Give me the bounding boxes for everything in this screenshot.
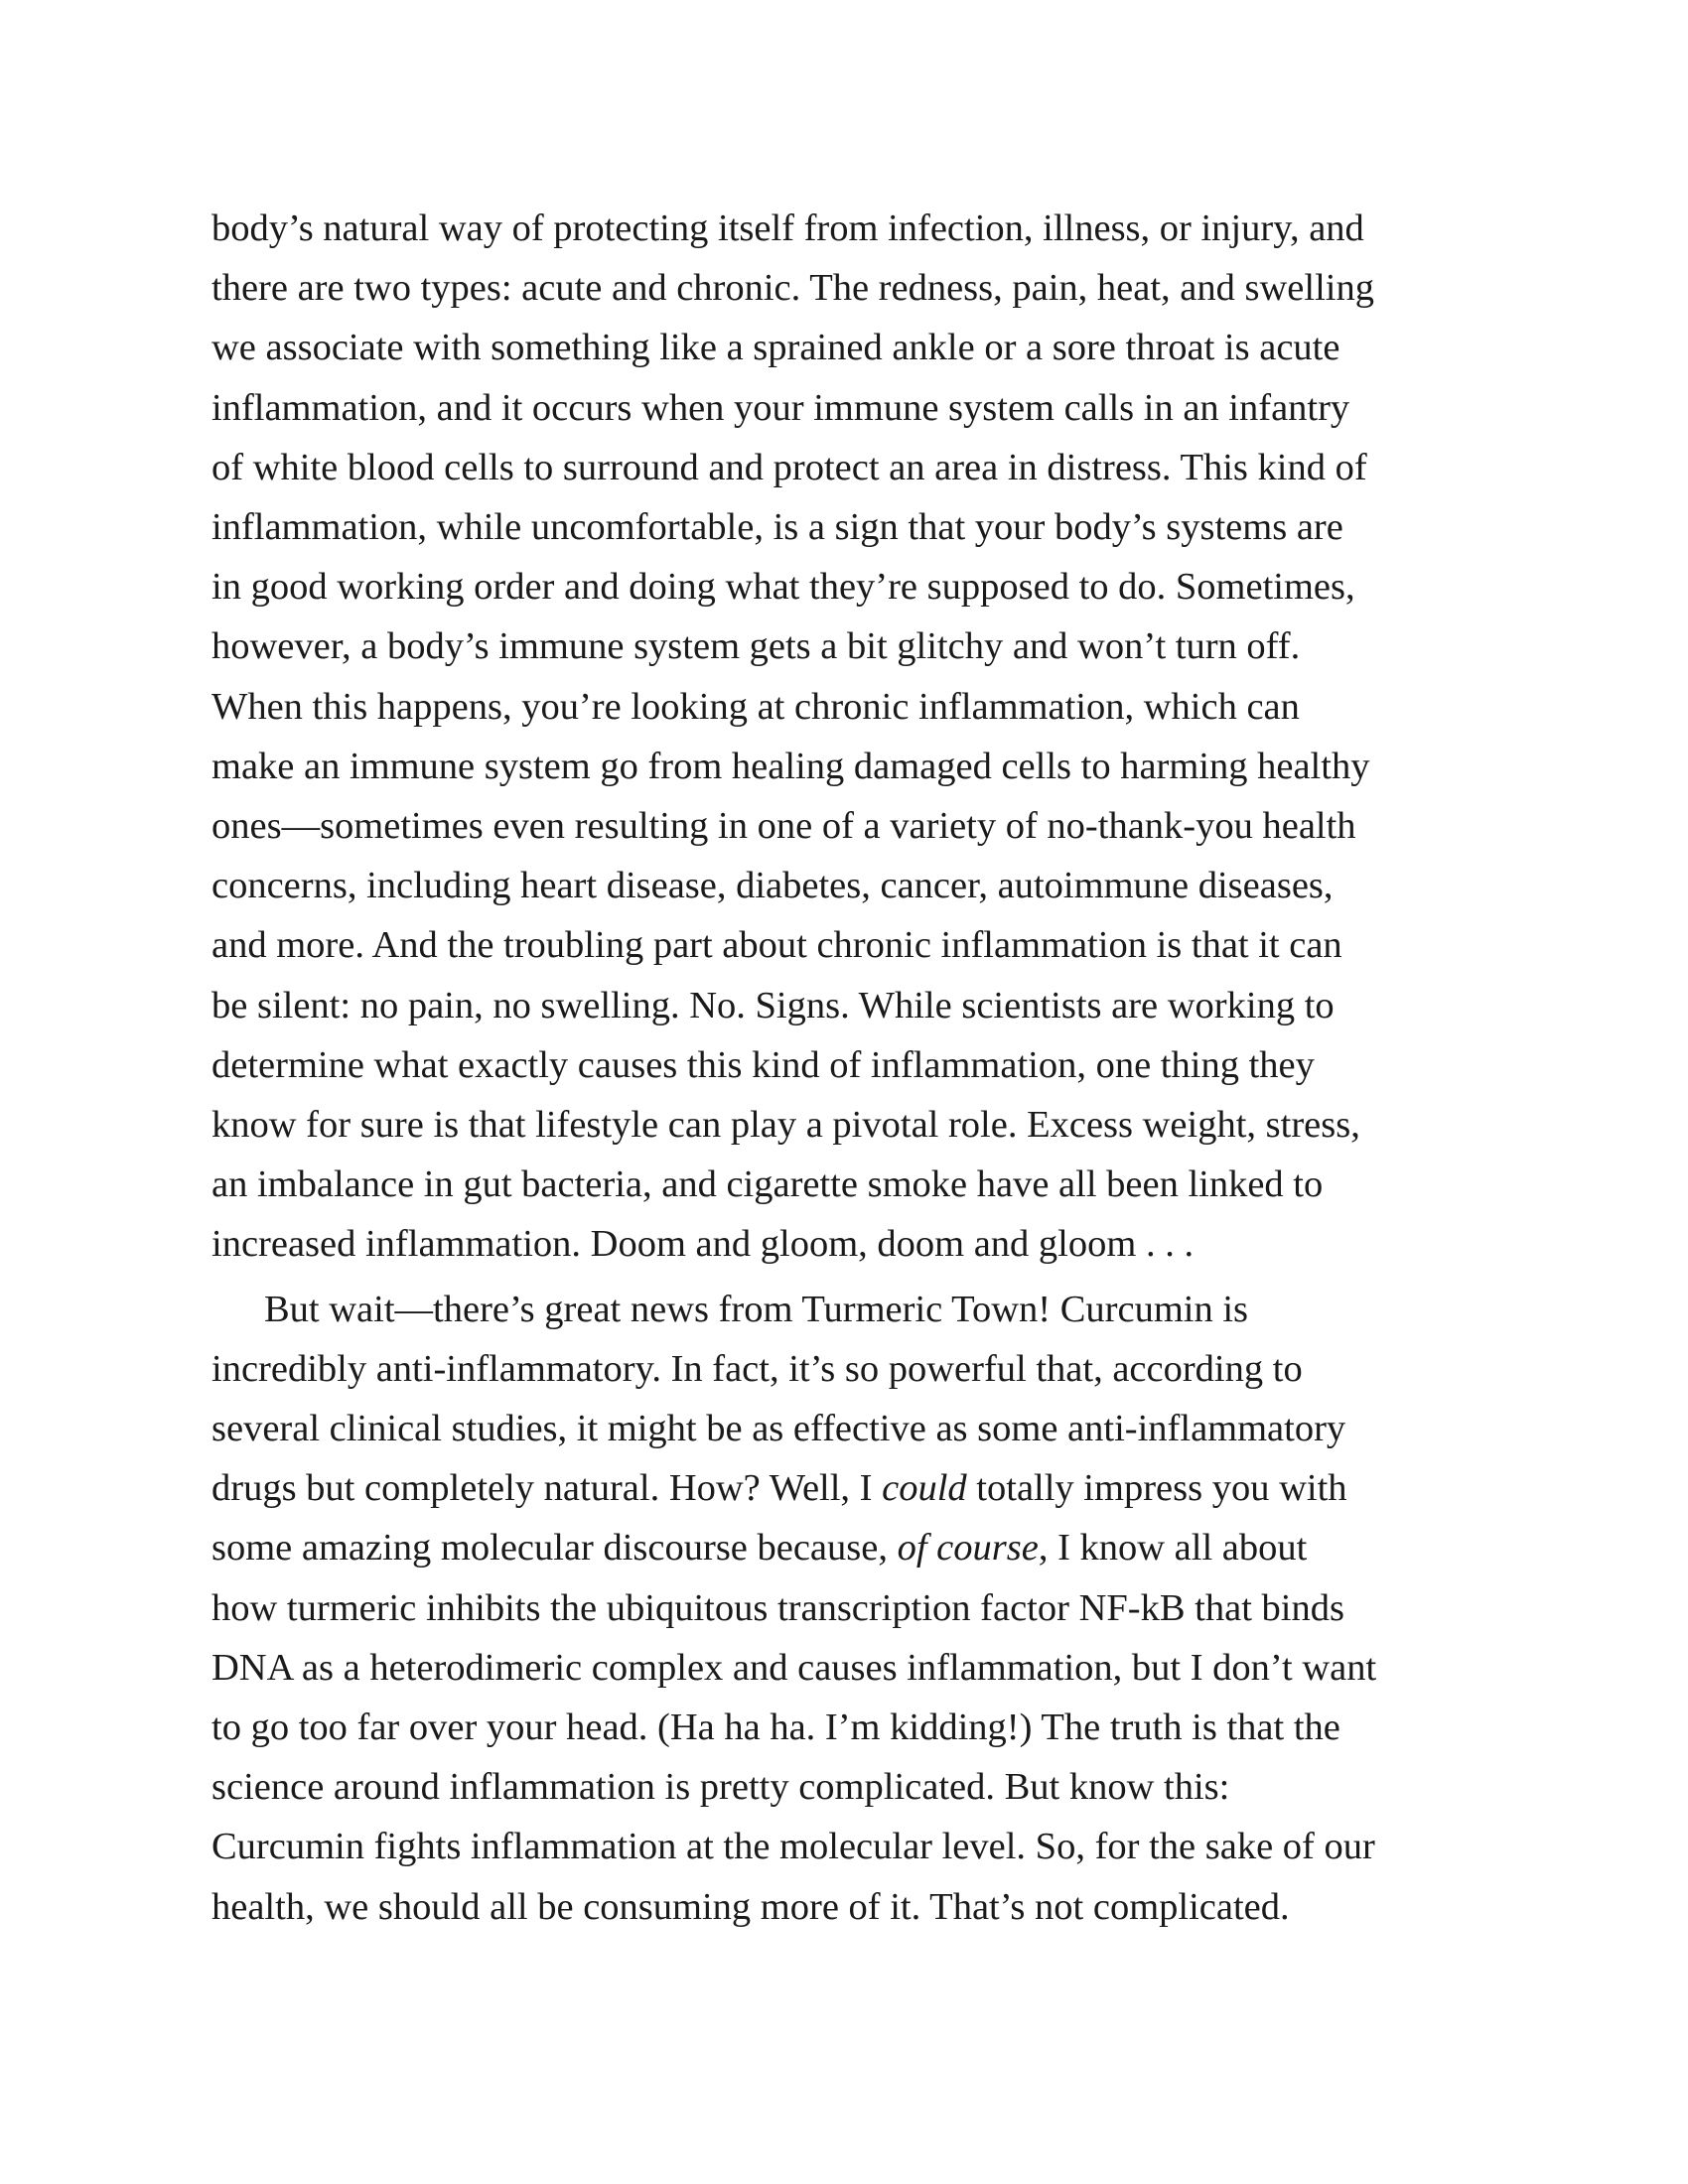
paragraph-inflammation-types: [211, 199, 1482, 1275]
text-line: make an immune system go from healing damaged cells to harming healthy: [211, 745, 1370, 787]
text-line: inflammation, while uncomfortable, is a sign that your body’s systems are: [211, 506, 1343, 549]
text-line: determine what exactly causes this kind of inflammation, one thing they: [211, 1043, 1315, 1086]
text-line: to go too far over your head. (Ha ha ha. I’m kidding!) The truth is that the: [211, 1706, 1340, 1749]
text-fragment: drugs but completely natural. How? Well, I: [211, 1467, 883, 1510]
text-line: of white blood cells to surround and protect an area in distress. This kind of: [211, 446, 1367, 488]
text-line: know for sure is that lifestyle can play a pivotal role. Excess weight, stress,: [211, 1104, 1360, 1147]
text-line: be silent: no pain, no swelling. No. Signs. While scientists are working to: [211, 984, 1335, 1026]
text-fragment: some amazing molecular discourse because,: [211, 1527, 898, 1570]
text-line: an imbalance in gut bacteria, and cigarette smoke have all been linked to: [211, 1163, 1324, 1206]
text-line: When this happens, you’re looking at chronic inflammation, which can: [211, 685, 1300, 728]
text-line: ones—sometimes even resulting in one of a variety of no-thank-you health: [211, 805, 1356, 848]
text-line: body’s natural way of protecting itself from infection, illness, or injury, and: [211, 207, 1364, 249]
text-line: incredibly anti-inflammatory. In fact, it’s so powerful that, according to: [211, 1347, 1303, 1390]
text-line: however, a body’s immune system gets a bit glitchy and won’t turn off.: [211, 625, 1301, 668]
text-line: DNA as a heterodimeric complex and causes inflammation, but I don’t want: [211, 1646, 1377, 1689]
emphasis-of-course: of course: [897, 1527, 1039, 1570]
text-line: how turmeric inhibits the ubiquitous transcription factor NF-kB that binds: [211, 1586, 1344, 1629]
page-body: [211, 199, 1482, 1937]
text-line: and more. And the troubling part about chronic inflammation is that it can: [211, 924, 1342, 967]
text-line: there are two types: acute and chronic. The redness, pain, heat, and swelling: [211, 267, 1374, 310]
text-line: But wait—there’s great news from Turmeric Town! Curcumin is: [264, 1288, 1249, 1330]
text-line: we associate with something like a sprained ankle or a sore throat is acute: [211, 327, 1340, 369]
text-line-with-emphasis: [211, 1458, 1482, 1518]
text-fragment: totally impress you with: [966, 1467, 1347, 1510]
emphasis-could: could: [882, 1467, 967, 1510]
text-line: inflammation, and it occurs when your immune system calls in an infantry: [211, 386, 1350, 429]
text-line-with-emphasis: [211, 1518, 1482, 1577]
text-line: several clinical studies, it might be as effective as some anti-inflammatory: [211, 1408, 1346, 1450]
text-fragment: , I know all about: [1038, 1527, 1308, 1570]
text-line: science around inflammation is pretty complicated. But know this:: [211, 1766, 1230, 1809]
text-line: Curcumin fights inflammation at the molecular level. So, for the sake of our: [211, 1826, 1375, 1868]
text-line: in good working order and doing what they’re supposed to do. Sometimes,: [211, 566, 1355, 609]
text-line: increased inflammation. Doom and gloom, doom and gloom . . .: [211, 1223, 1195, 1266]
text-line: concerns, including heart disease, diabetes, cancer, autoimmune diseases,: [211, 865, 1334, 907]
paragraph-curcumin: [211, 1280, 1482, 1937]
text-line: health, we should all be consuming more of it. That’s not complicated.: [211, 1885, 1290, 1928]
